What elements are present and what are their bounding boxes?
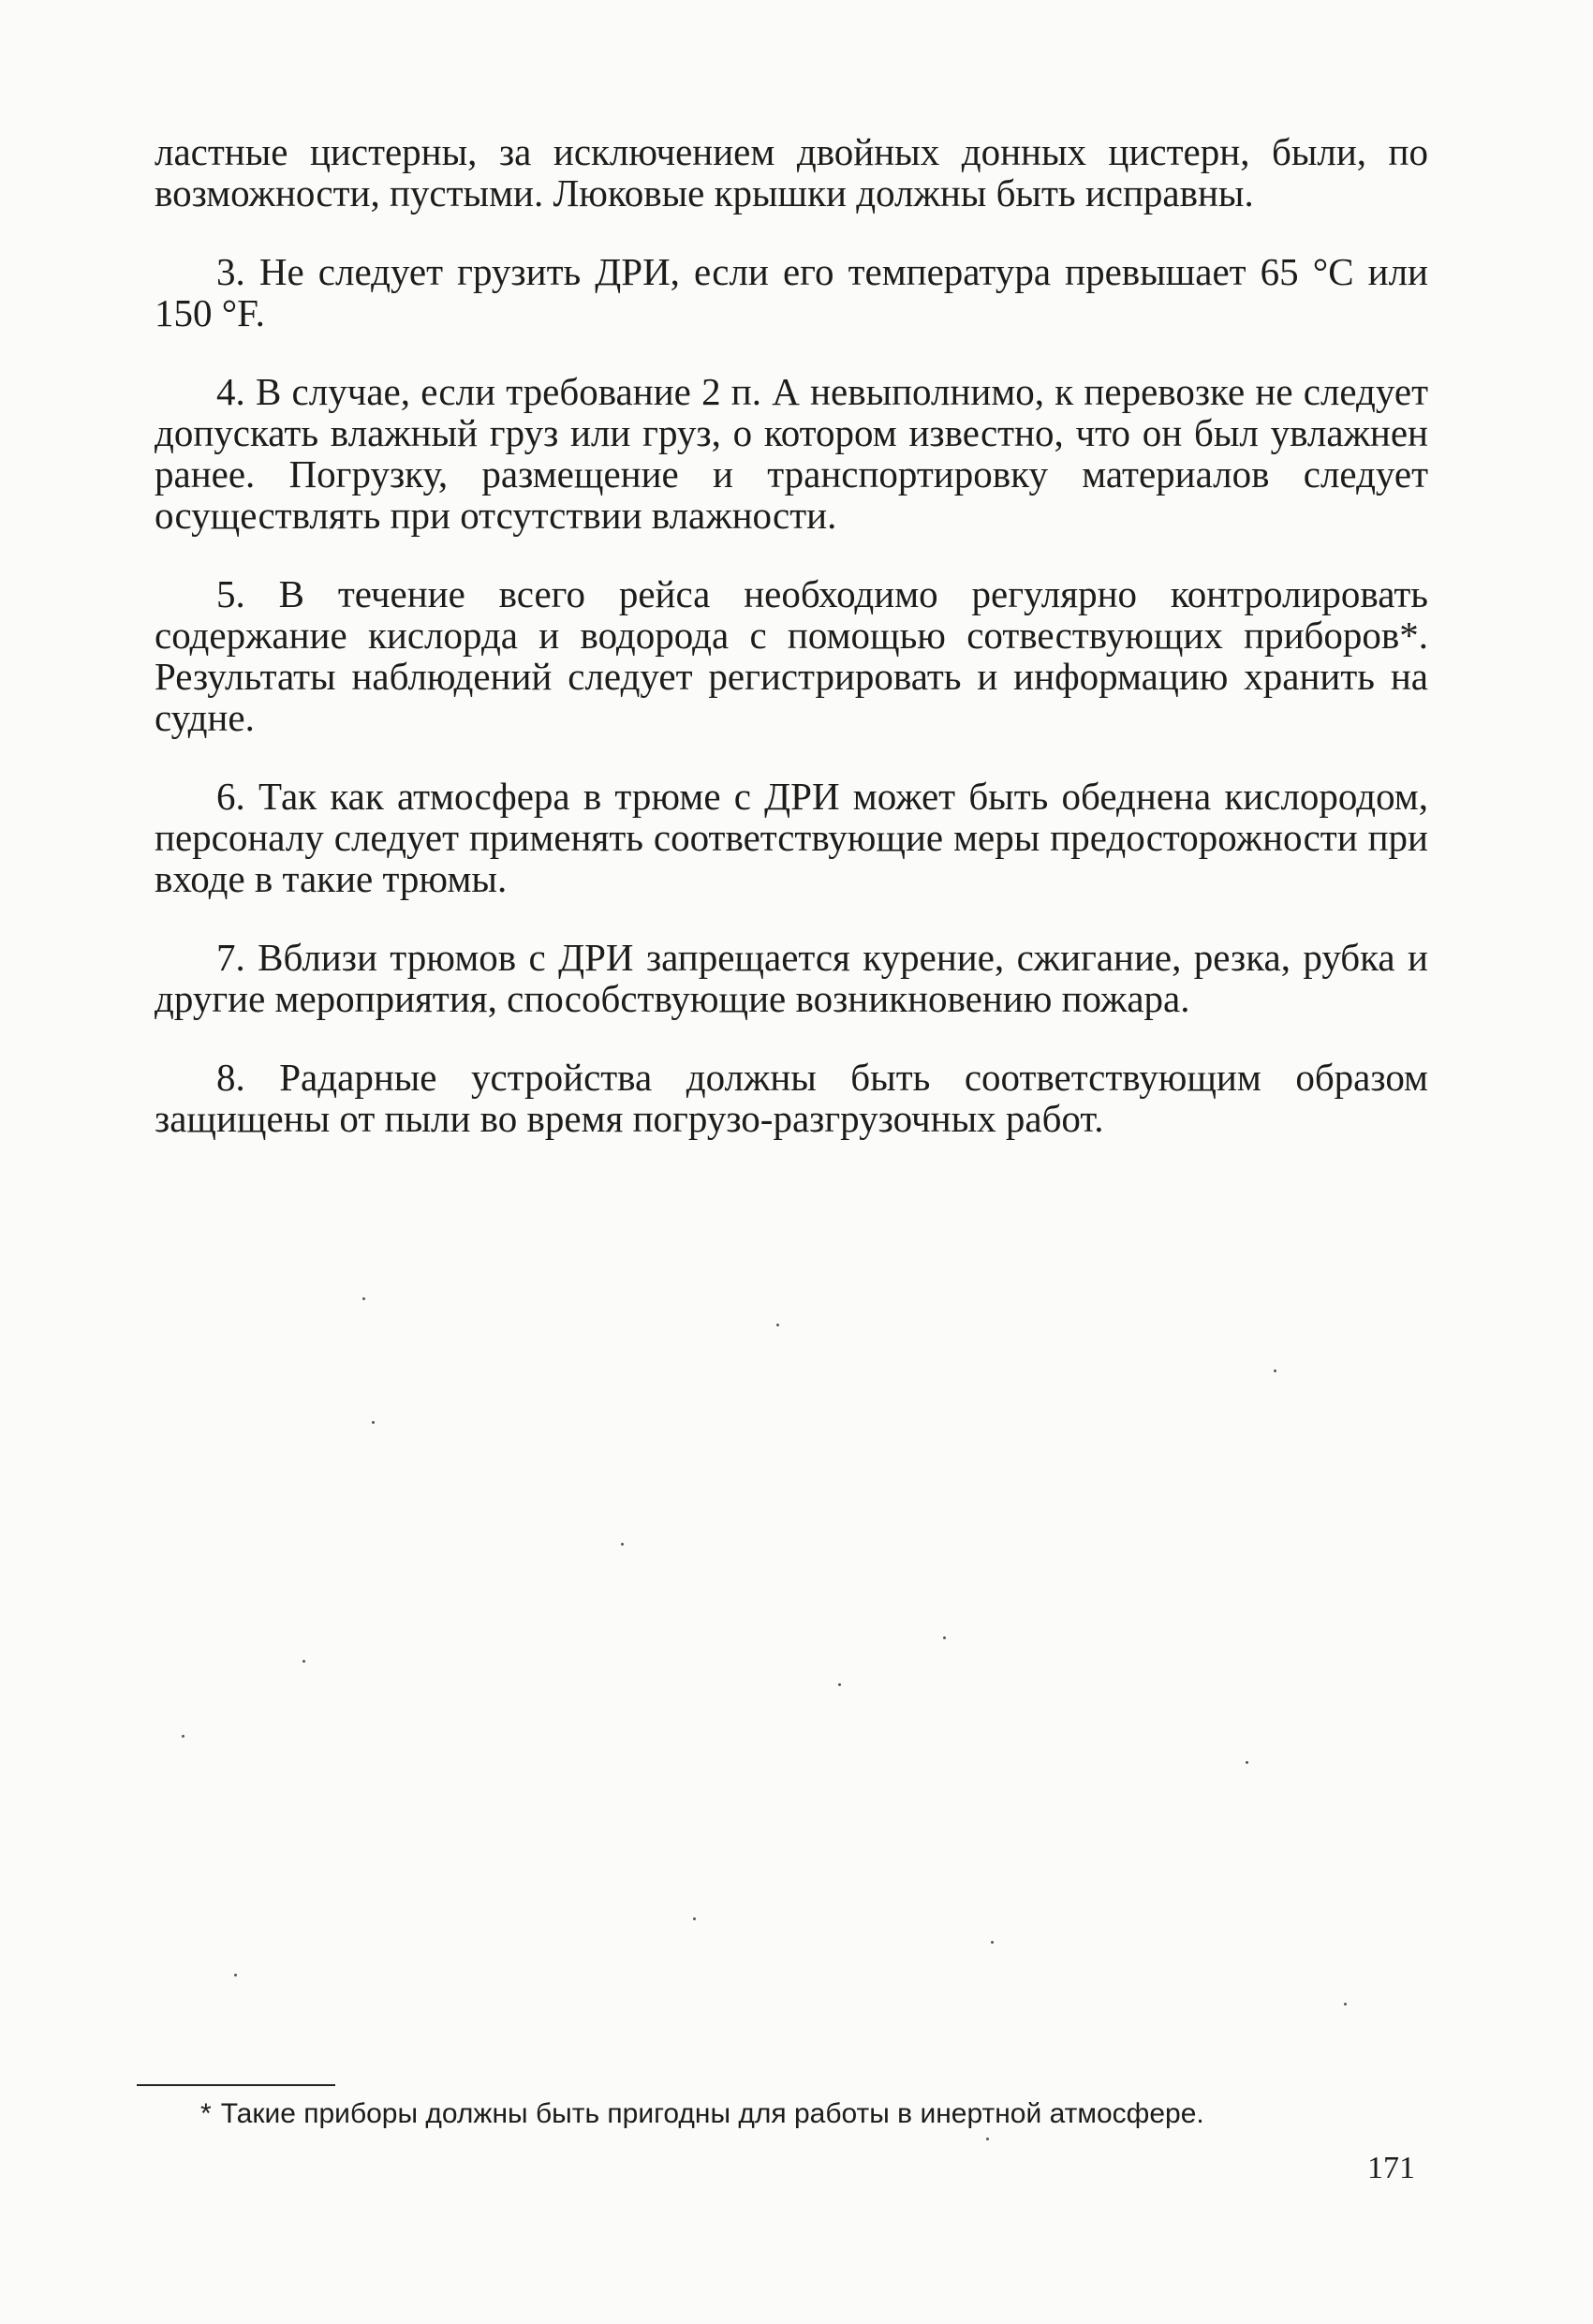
scan-speck — [362, 1297, 365, 1300]
scan-speck — [1344, 2003, 1347, 2006]
paragraph-item-8: 8. Радарные устройства должны быть соответствующим образом защищены от пыли во время погрузо-разгрузочных работ. — [155, 1056, 1428, 1140]
scan-speck — [991, 1941, 994, 1944]
body-text — [155, 131, 1428, 1177]
page-number: 171 — [1367, 2151, 1415, 2185]
scan-speck — [302, 1660, 305, 1663]
scan-speck — [234, 1974, 237, 1976]
scan-speck — [182, 1735, 184, 1738]
scan-speck — [372, 1421, 375, 1424]
footnote-text: Такие приборы должны быть пригодны для работы в инертной атмосфере. — [220, 2098, 1204, 2129]
scan-speck — [1274, 1369, 1276, 1372]
paragraph-item-6: 6. Так как атмосфера в трюме с ДРИ может быть обеднена кислородом, персоналу следует применять соответствующие меры предосторожности при входе в такие трюмы. — [155, 775, 1428, 900]
footnote-divider — [137, 2084, 335, 2086]
scan-speck — [986, 2138, 989, 2140]
footnote-mark: * — [200, 2098, 212, 2129]
scan-speck — [943, 1636, 946, 1639]
scan-speck — [1246, 1761, 1248, 1764]
scan-speck — [838, 1683, 841, 1686]
footnote — [200, 2095, 1437, 2133]
scan-speck — [693, 1917, 696, 1920]
paragraph-item-3: 3. Не следует грузить ДРИ, если его температура превышает 65 °C или 150 °F. — [155, 250, 1428, 334]
paragraph-item-4: 4. В случае, если требование 2 п. А невыполнимо, к перевозке не следует допускать влажный груз или груз, о котором известно, что он был увлажнен ранее. Погрузку, размещение и транспортировку материалов следует осуществлять при отсутствии влажности. — [155, 370, 1428, 537]
scan-speck — [776, 1324, 779, 1326]
paragraph-continuation: ластные цистерны, за исключением двойных донных цистерн, были, по возможности, пустыми. Люковые крышки должны быть исправны. — [155, 130, 1428, 215]
scan-speck — [621, 1543, 624, 1546]
paragraph-item-5: 5. В течение всего рейса необходимо регулярно контролировать содержание кислорда и водорода с помощью сотвествующих приборов*. Результаты наблюдений следует регистрировать и информацию хранить на судне. — [155, 572, 1428, 739]
paragraph-item-7: 7. Вблизи трюмов с ДРИ запрещается курение, сжигание, резка, рубка и другие мероприятия, способствующие возникновению пожара. — [155, 936, 1428, 1020]
